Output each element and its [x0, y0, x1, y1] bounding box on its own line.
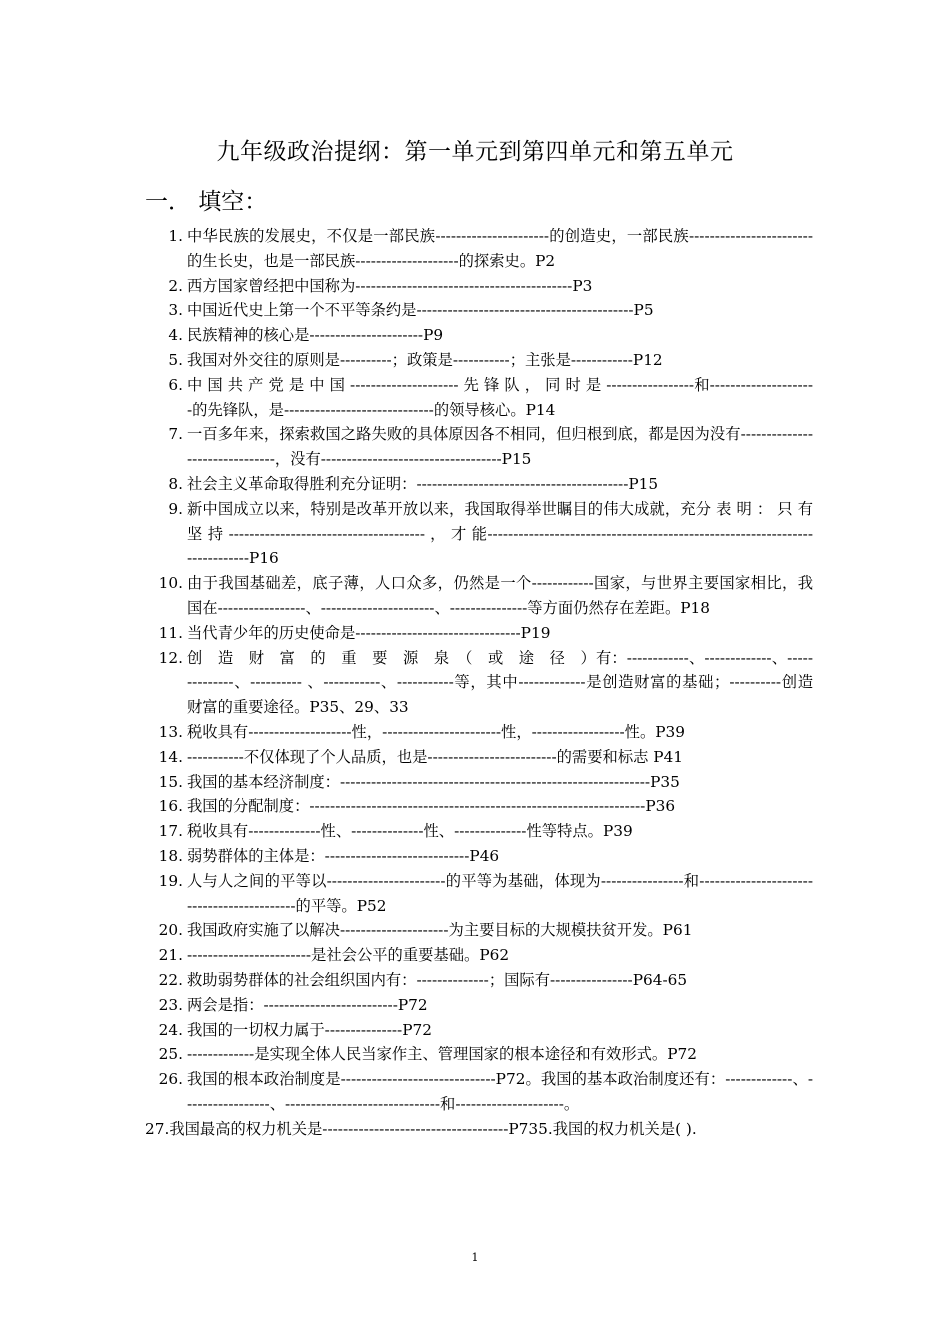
item-number: 1. — [168, 227, 183, 245]
item-number: 18. — [158, 846, 183, 865]
item-number: 26. — [158, 1070, 183, 1089]
item-text: -----------不仅体现了个人品质，也是-------------------------的需要和标志 P41 — [187, 747, 684, 766]
item-text: 我国对外交往的原则是----------；政策是-----------；主张是------------P12 — [187, 350, 663, 369]
item-number: 21. — [158, 946, 183, 965]
list-item — [145, 968, 813, 993]
list-item — [145, 373, 813, 423]
list-item — [145, 943, 813, 968]
item-text: 我国的分配制度：-----------------------------------------------------------------P36 — [187, 797, 676, 816]
list-item — [145, 298, 813, 323]
list-item — [145, 918, 813, 943]
item-number: 11. — [158, 623, 183, 642]
list-item — [145, 770, 813, 795]
item-text: ------------------------是社会公平的重要基础。P62 — [187, 946, 510, 965]
item-text: 当代青少年的历史使命是--------------------------------P19 — [187, 623, 551, 642]
item-text: 两会是指：--------------------------P72 — [187, 995, 428, 1014]
item-number: 16. — [158, 797, 183, 816]
item-number: 2. — [168, 276, 183, 295]
item-number: 14. — [158, 747, 183, 766]
list-item — [145, 720, 813, 745]
item-text: 民族精神的核心是----------------------P9 — [187, 326, 444, 345]
list-item — [145, 1018, 813, 1043]
question-list — [145, 224, 813, 1141]
item-number: 10. — [158, 574, 183, 593]
section-heading: 一． 填空： — [145, 189, 268, 215]
item-text: 由于我国基础差，底子薄，人口众多，仍然是一个------------国家，与世界主要国家相比，我国在-----------------、----------------------、---------------等方面仍然存在差距。P18 — [187, 574, 813, 617]
list-item — [145, 274, 813, 299]
item-text: 西方国家曾经把中国称为------------------------------------------P3 — [187, 276, 593, 295]
list-item — [145, 993, 813, 1018]
list-item — [145, 869, 813, 919]
item-number: 24. — [158, 1020, 183, 1039]
item-text: 中国近代史上第一个不平等条约是------------------------------------------P5 — [187, 301, 654, 320]
item-text: 我国的基本经济制度：------------------------------------------------------------P35 — [187, 772, 680, 791]
item-27-text: 27.我国最高的权力机关是------------------------------------P735.我国的权力机关是( ). — [145, 1119, 697, 1138]
list-item — [145, 745, 813, 770]
list-item — [145, 422, 813, 472]
list-item — [145, 794, 813, 819]
item-number: 8. — [168, 474, 183, 493]
item-number: 23. — [158, 995, 183, 1014]
item-text: 税收具有--------------------性，-----------------------性，------------------性。P39 — [187, 722, 686, 741]
item-number: 19. — [158, 871, 183, 890]
item-number: 15. — [158, 772, 183, 791]
list-item — [145, 819, 813, 844]
item-text: 我国的根本政治制度是------------------------------P72。我国的基本政治制度还有：-------------、-----------------、------------------------------和---------------------。 — [187, 1070, 813, 1113]
item-text: 弱势群体的主体是：----------------------------P46 — [187, 846, 500, 865]
item-number: 20. — [158, 921, 183, 940]
item-number: 12. — [158, 648, 183, 667]
list-item — [145, 621, 813, 646]
item-text: -------------是实现全体人民当家作主、管理国家的根本途径和有效形式。P72 — [187, 1045, 697, 1064]
list-item — [145, 224, 813, 274]
item-text: 我国的一切权力属于---------------P72 — [187, 1020, 432, 1039]
list-item — [145, 646, 813, 720]
item-text: 社会主义革命取得胜利充分证明：-----------------------------------------P15 — [187, 474, 659, 493]
item-text: 新中国成立以来，特别是改革开放以来，我国取得举世瞩目的伟大成就，充分 表 明 ： 只 有 坚 持 -------------------------------------- ， 才 能---------------------------------------------------------------------------P16 — [187, 499, 813, 568]
item-number: 4. — [168, 326, 183, 345]
list-item — [145, 348, 813, 373]
list-item — [145, 844, 813, 869]
item-number: 9. — [168, 499, 183, 518]
item-text: 中 国 共 产 党 是 中 国 --------------------- 先 锋 队 ， 同 时 是 -----------------和---------------------的先锋队，是-----------------------------的领导核心。P14 — [187, 375, 813, 419]
page-number: 1 — [471, 1251, 479, 1264]
item-text: 救助弱势群体的社会组织国内有：--------------；国际有----------------P64-65 — [187, 970, 688, 989]
item-number: 3. — [168, 301, 183, 320]
item-number: 17. — [158, 822, 183, 841]
list-item — [145, 1042, 813, 1067]
list-item — [145, 472, 813, 497]
item-text: 创 造 财 富 的 重 要 源 泉 （ 或 途 径 ）有：------------、-------------、--------------、---------- 、-----------、-----------等，其中-------------是创造财富的基础；----------创造财富的重要途径。P35、29、33 — [187, 648, 813, 717]
item-text: 一百多年来，探索救国之路失败的具体原因各不相同，但归根到底，都是因为没有-------------------------------，没有-----------------------------------P15 — [187, 425, 813, 469]
item-text: 税收具有--------------性、--------------性、--------------性等特点。P39 — [187, 822, 633, 841]
item-text: 我国政府实施了以解决---------------------为主要目标的大规模扶贫开发。P61 — [187, 921, 693, 940]
item-number: 13. — [158, 722, 183, 741]
page-title: 九年级政治提纲：第一单元到第四单元和第五单元 — [216, 139, 734, 165]
list-item — [145, 571, 813, 621]
item-number: 7. — [168, 425, 183, 444]
item-number: 6. — [168, 375, 183, 394]
list-item — [145, 1067, 813, 1117]
list-item — [145, 497, 813, 571]
item-text: 中华民族的发展史，不仅是一部民族----------------------的创造史，一部民族------------------------的生长史，也是一部民族--------------------的探索史。P2 — [187, 227, 813, 270]
item-number: 5. — [168, 350, 183, 369]
list-item — [145, 323, 813, 348]
item-number: 22. — [158, 970, 183, 989]
item-number: 25. — [158, 1045, 183, 1064]
item-text: 人与人之间的平等以-----------------------的平等为基础，体现为----------------和-------------------------------------------的平等。P52 — [187, 871, 813, 915]
